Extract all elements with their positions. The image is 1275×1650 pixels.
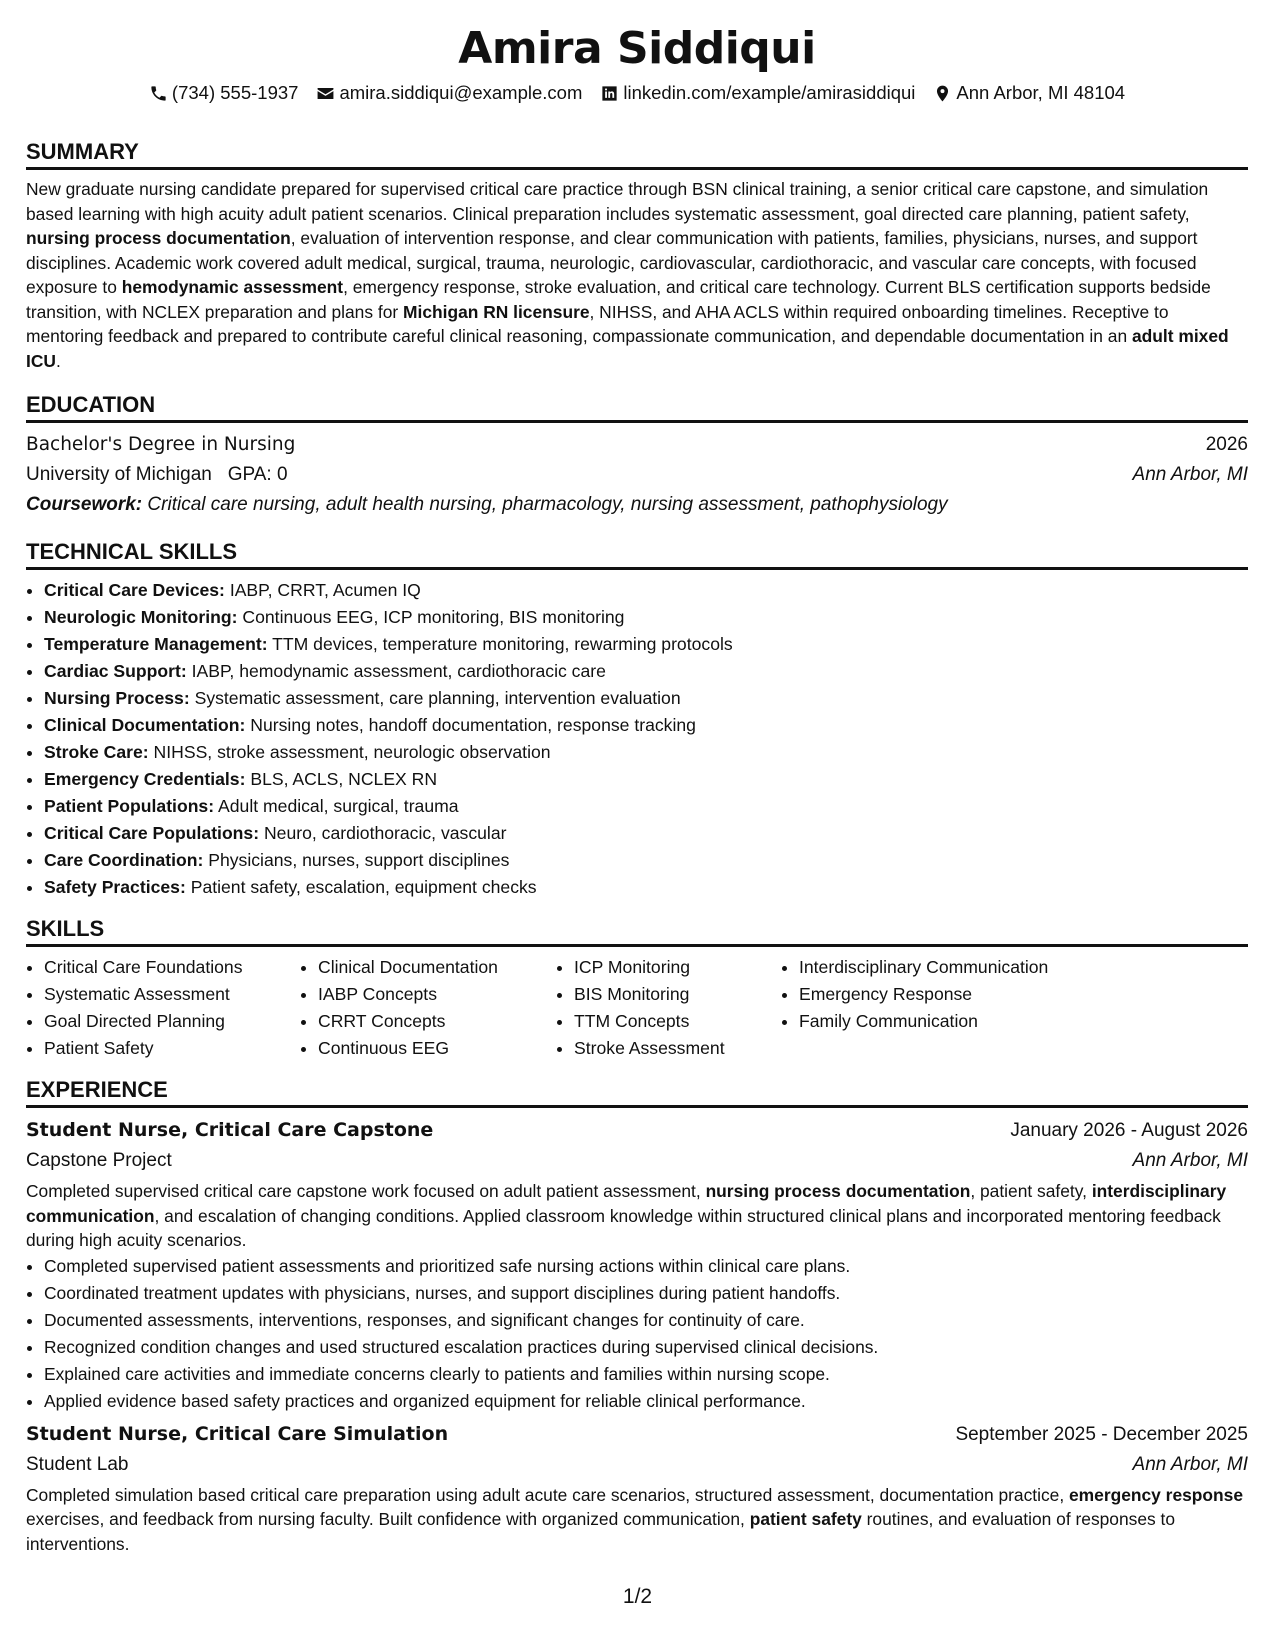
- skill-label: Care Coordination:: [44, 850, 204, 870]
- candidate-name: Amira Siddiqui: [458, 23, 816, 74]
- experience-section: [26, 1076, 1248, 1556]
- contact-phone: [149, 80, 299, 106]
- school-info: [26, 460, 288, 490]
- school-name: University of Michigan: [26, 464, 212, 485]
- list-item: • Explained care activities and immediate concerns clearly to patients and families within nursing scope.: [44, 1361, 1248, 1388]
- page-number: 1/2: [622, 1585, 653, 1608]
- summary-part: , NIHSS, and AHA ACLS within required onboarding timelines. Receptive to mentoring feedback and prepared to contribute careful clinical reasoning, compassionate communication, and dependable documentation in an: [26, 301, 1169, 346]
- job-description: [26, 1179, 1248, 1253]
- list-item: • Stroke Assessment: [574, 1035, 781, 1062]
- contact-email[interactable]: [316, 80, 582, 106]
- summary-part: , emergency response, stroke evaluation, and critical care technology. Current BLS certification supports bedside transition, with NCLEX preparation and plans for: [26, 277, 1211, 322]
- desc-part: , patient safety,: [970, 1181, 1092, 1201]
- education-row-1: [26, 430, 1248, 460]
- skill-value: Nursing notes, handoff documentation, response tracking: [250, 715, 696, 735]
- skills-column: [556, 954, 781, 1062]
- contact-bar: [26, 80, 1248, 106]
- job-entry: [26, 1115, 1248, 1415]
- summary-keyword: adult mixed ICU: [26, 326, 1229, 371]
- phone-text: (734) 555-1937: [171, 82, 299, 103]
- list-item: [44, 631, 1248, 658]
- degree-name: Bachelor's Degree in Nursing: [26, 434, 296, 455]
- desc-keyword: patient safety: [749, 1509, 862, 1529]
- list-item: [44, 712, 1248, 739]
- job-org: Capstone Project: [26, 1150, 172, 1171]
- skill-label: Emergency Credentials:: [44, 769, 246, 789]
- coursework: [26, 490, 1248, 520]
- education-section: [26, 391, 1248, 520]
- skill-label: Stroke Care:: [44, 742, 149, 762]
- graduation-year: 2026: [1205, 434, 1248, 455]
- skill-label: Temperature Management:: [44, 634, 268, 654]
- job-bullets: [26, 1253, 1248, 1415]
- coursework-label: Coursework:: [26, 494, 143, 515]
- list-item: • Applied evidence based safety practices and organized equipment for reliable clinical performance.: [44, 1388, 1248, 1415]
- skill-value: BLS, ACLS, NCLEX RN: [250, 769, 438, 789]
- gpa: GPA: 0: [227, 464, 288, 485]
- skill-label: Nursing Process:: [44, 688, 190, 708]
- desc-part: Completed supervised critical care capstone work focused on adult patient assessment,: [26, 1181, 706, 1201]
- list-item: • ICP Monitoring: [574, 954, 781, 981]
- skill-value: Neuro, cardiothoracic, vascular: [263, 823, 507, 843]
- skills-section: [26, 915, 1248, 1062]
- summary-keyword: Michigan RN licensure: [403, 301, 590, 322]
- list-item: [44, 847, 1248, 874]
- skill-value: TTM devices, temperature monitoring, rewarming protocols: [272, 634, 733, 654]
- skill-label: Critical Care Populations:: [44, 823, 260, 843]
- list-item: • Critical Care Foundations: [44, 954, 300, 981]
- list-item: [44, 820, 1248, 847]
- desc-keyword: nursing process documentation: [705, 1181, 971, 1201]
- skill-value: NIHSS, stroke assessment, neurologic observation: [153, 742, 551, 762]
- map-pin-icon: [933, 84, 952, 103]
- job-title: Student Nurse, Critical Care Simulation: [26, 1422, 449, 1445]
- skill-value: IABP, CRRT, Acumen IQ: [229, 580, 421, 600]
- school-location: Ann Arbor, MI: [1132, 464, 1248, 485]
- location-text: Ann Arbor, MI 48104: [956, 82, 1126, 103]
- list-item: • TTM Concepts: [574, 1008, 781, 1035]
- summary-section: [26, 138, 1248, 373]
- list-item: [44, 766, 1248, 793]
- linkedin-icon: [600, 84, 619, 103]
- job-subheader: [26, 1146, 1248, 1176]
- education-heading: EDUCATION: [26, 391, 1248, 423]
- summary-part: , evaluation of intervention response, and clear communication with patients, families, physicians, nurses, and support disciplines. Academic work covered adult medical, surgical, trauma, neurologic, cardiovascular, cardiothoracic, and vascular care concepts, with focused exposure to: [26, 228, 1198, 297]
- technical-skills-heading: TECHNICAL SKILLS: [26, 538, 1248, 570]
- job-dates: January 2026 - August 2026: [1010, 1120, 1248, 1141]
- list-item: • Coordinated treatment updates with physicians, nurses, and support disciplines during patient handoffs.: [44, 1280, 1248, 1307]
- list-item: [44, 793, 1248, 820]
- phone-icon: [149, 84, 168, 103]
- desc-part: exercises, and feedback from nursing faculty. Built confidence with organized communication,: [26, 1509, 750, 1529]
- skill-value: Physicians, nurses, support disciplines: [208, 850, 510, 870]
- list-item: • Recognized condition changes and used structured escalation practices during supervised clinical decisions.: [44, 1334, 1248, 1361]
- list-item: [44, 685, 1248, 712]
- experience-heading: EXPERIENCE: [26, 1076, 1248, 1108]
- skills-heading: SKILLS: [26, 915, 1248, 947]
- job-description: [26, 1483, 1248, 1557]
- technical-skills-section: [26, 538, 1248, 901]
- coursework-list: Critical care nursing, adult health nursing, pharmacology, nursing assessment, pathophysiology: [147, 494, 948, 515]
- skill-label: Patient Populations:: [44, 796, 215, 816]
- skill-label: Safety Practices:: [44, 877, 186, 897]
- contact-linkedin[interactable]: [600, 80, 915, 106]
- job-header: [26, 1419, 1248, 1450]
- job-location: Ann Arbor, MI: [1132, 1453, 1248, 1475]
- list-item: [44, 874, 1248, 901]
- skill-value: Continuous EEG, ICP monitoring, BIS monitoring: [242, 607, 625, 627]
- summary-part: New graduate nursing candidate prepared for supervised critical care practice through BSN clinical training, a senior critical care capstone, and simulation based learning with high acuity adult patient scenarios. Clinical preparation includes systematic assessment, goal directed care planning, patient safety,: [26, 179, 1209, 224]
- skill-label: Cardiac Support:: [44, 661, 187, 681]
- desc-part: routines, and evaluation of responses to interventions.: [26, 1509, 1176, 1554]
- job-subheader: [26, 1450, 1248, 1480]
- skills-grid: [26, 954, 1248, 1062]
- list-item: [44, 658, 1248, 685]
- list-item: • Clinical Documentation: [318, 954, 556, 981]
- desc-part: , and escalation of changing conditions. Applied classroom knowledge within structured clinical plans and incorporated mentoring feedback during high acuity scenarios.: [26, 1205, 1221, 1250]
- job-header: [26, 1115, 1248, 1146]
- job-entry: [26, 1419, 1248, 1557]
- list-item: [44, 739, 1248, 766]
- list-item: • Interdisciplinary Communication: [799, 954, 1048, 981]
- list-item: • Emergency Response: [799, 981, 1048, 1008]
- envelope-icon: [316, 84, 335, 103]
- list-item: • Goal Directed Planning: [44, 1008, 300, 1035]
- summary-part: .: [55, 350, 61, 371]
- list-item: • IABP Concepts: [318, 981, 556, 1008]
- list-item: [44, 577, 1248, 604]
- list-item: • Documented assessments, interventions, responses, and significant changes for continuity of care.: [44, 1307, 1248, 1334]
- list-item: • BIS Monitoring: [574, 981, 781, 1008]
- technical-skills-list: [26, 577, 1248, 901]
- summary-text: [26, 177, 1248, 373]
- job-dates: September 2025 - December 2025: [955, 1423, 1248, 1445]
- list-item: • Family Communication: [799, 1008, 1048, 1035]
- list-item: • CRRT Concepts: [318, 1008, 556, 1035]
- contact-location: [933, 80, 1125, 106]
- job-org: Student Lab: [26, 1453, 129, 1475]
- desc-part: Completed simulation based critical care preparation using adult acute care scenarios, structured assessment, documentation practice,: [26, 1484, 1070, 1505]
- job-location: Ann Arbor, MI: [1132, 1150, 1248, 1171]
- skill-label: Neurologic Monitoring:: [44, 607, 238, 627]
- list-item: • Patient Safety: [44, 1035, 300, 1062]
- list-item: • Systematic Assessment: [44, 981, 300, 1008]
- education-row-2: [26, 460, 1248, 490]
- email-link[interactable]: amira.siddiqui@example.com: [339, 82, 583, 103]
- job-title: Student Nurse, Critical Care Capstone: [26, 1119, 434, 1141]
- summary-heading: SUMMARY: [26, 138, 1248, 170]
- skill-label: Critical Care Devices:: [44, 580, 225, 600]
- skills-column: [26, 954, 300, 1062]
- desc-keyword: interdisciplinary communication: [26, 1181, 1227, 1226]
- list-item: • Completed supervised patient assessments and prioritized safe nursing actions within clinical care plans.: [44, 1253, 1248, 1280]
- linkedin-link[interactable]: linkedin.com/example/amirasiddiqui: [623, 82, 916, 103]
- summary-keyword: hemodynamic assessment: [121, 277, 344, 297]
- list-item: [44, 604, 1248, 631]
- skill-value: Patient safety, escalation, equipment checks: [190, 877, 537, 897]
- skill-value: IABP, hemodynamic assessment, cardiothoracic care: [191, 661, 606, 681]
- list-item: • Continuous EEG: [318, 1035, 556, 1062]
- skill-value: Systematic assessment, care planning, intervention evaluation: [194, 688, 681, 708]
- desc-keyword: emergency response: [1069, 1484, 1244, 1505]
- skills-column: [300, 954, 556, 1062]
- skills-column: [781, 954, 1048, 1062]
- skill-value: Adult medical, surgical, trauma: [218, 796, 459, 816]
- summary-keyword: nursing process documentation: [26, 228, 291, 248]
- resume-page: [26, 0, 1248, 1556]
- skill-label: Clinical Documentation:: [44, 715, 246, 735]
